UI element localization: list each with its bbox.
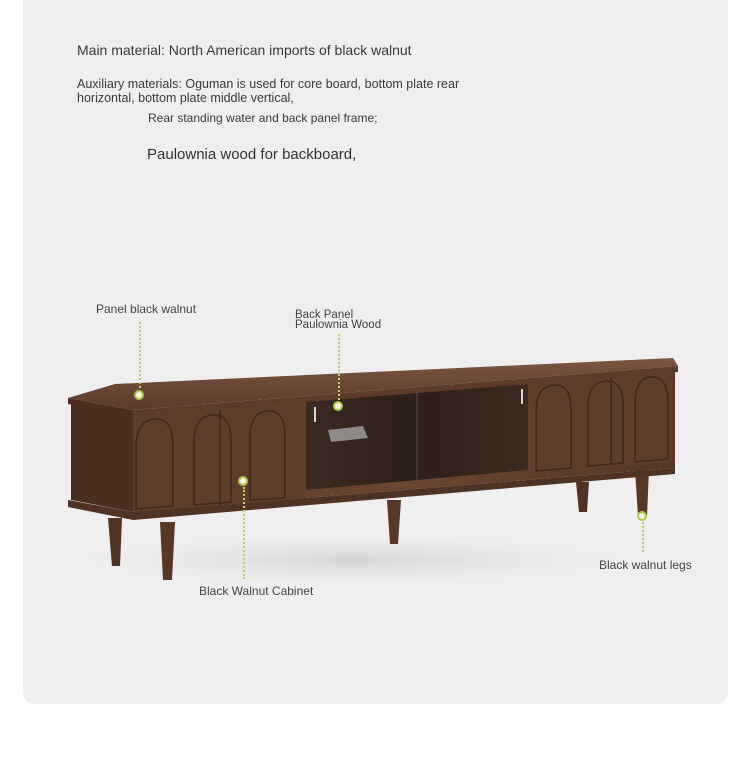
callout-legs-line (642, 522, 644, 552)
callout-back-panel-line (338, 334, 340, 400)
callout-legs-label: Black walnut legs (599, 558, 692, 572)
callout-legs-dot (637, 511, 647, 521)
callout-cabinet-line (243, 487, 245, 579)
callout-panel-label: Panel black walnut (96, 302, 197, 316)
rear-material-text: Rear standing water and back panel frame; (148, 111, 378, 125)
callout-panel-line (139, 322, 141, 388)
product-card (23, 0, 728, 704)
auxiliary-material-text: Auxiliary materials: Oguman is used for core board, bottom plate rear horizontal, bottom plate middle vertical, (77, 77, 460, 106)
callout-back-panel-label-2: Paulownia Wood (295, 319, 382, 331)
callout-back-panel-label-1: Back Panel (295, 309, 354, 321)
callout-cabinet-label: Black Walnut Cabinet (199, 584, 314, 598)
main-material-text: Main material: North American imports of black walnut (77, 42, 412, 58)
callout-back-panel-dot (333, 401, 343, 411)
callout-panel-dot (134, 390, 144, 400)
callout-cabinet-dot (238, 476, 248, 486)
tv-cabinet-illustration (23, 0, 728, 704)
backboard-material-text: Paulownia wood for backboard, (147, 146, 357, 163)
